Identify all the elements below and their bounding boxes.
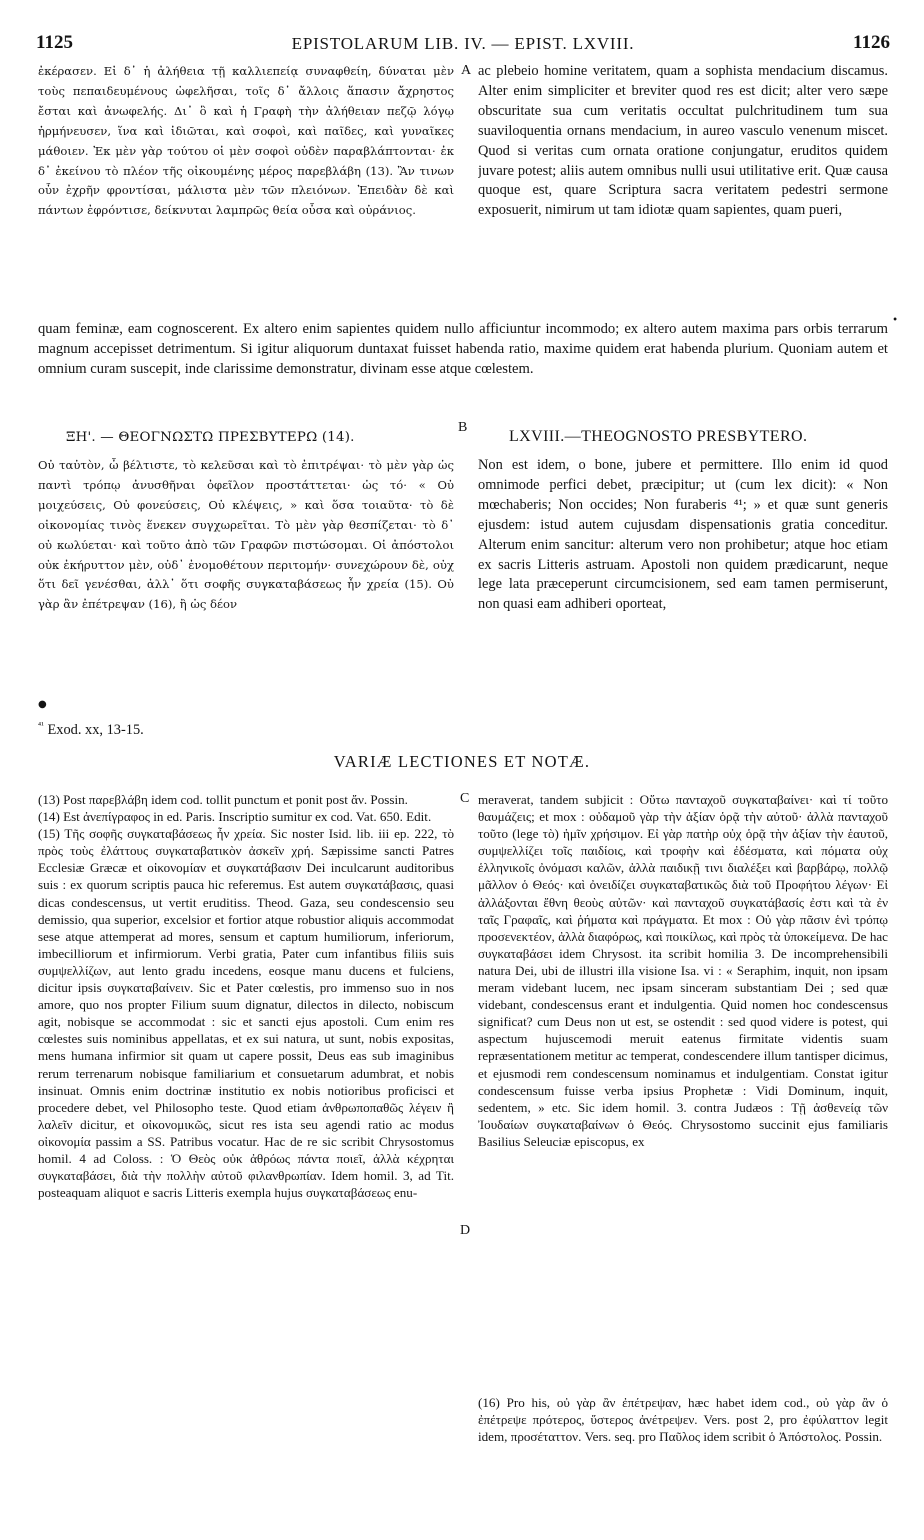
notes-right-note-16 (478, 1394, 888, 1494)
note-13: (13) Post παρεβλάβη idem cod. tollit punctum et ponit post ἄν. Possin. (38, 792, 408, 807)
scripture-footnote (38, 720, 144, 739)
page-number-right: 1126 (853, 32, 890, 53)
latin-letter-text: Non est idem, o bone, jubere et permittere. Illo enim id quod omnimode perfici debet, præcipitur; ut (cum lex dicit): « Non mœchaberis; Non occides; Non furaberis ⁴¹; » et quæ sunt generis ejusdem: istud autem cujusdam dispensationis gratia conceditur. Alterum enim sancitur: alterum vero non prohibetur; atque hoc etiam ex sacris Litteris astruam. Apostoli non quidem prædicarunt, neque lege lata præceperunt circumcisionem, sed eam tamen permiserunt, non quasi eam adhiberi oporteat, (478, 457, 888, 613)
latin-letter-heading: LXVIII.—THEOGNOSTO PRESBYTERO. (509, 428, 808, 445)
running-title: EPISTOLARUM LIB. IV. — EPIST. LXVIII. (291, 34, 635, 53)
column-marker-d: D (460, 1223, 471, 1238)
page-number-left: 1125 (36, 32, 73, 53)
corner-mark: • (892, 315, 898, 326)
notes-left-column (38, 791, 454, 1491)
notes-right-column (478, 791, 888, 1391)
full-width-paragraph: quam feminæ, eam cognoscerent. Ex altero enim sapientes quidem nullo afficiuntur incommodo; ex altero autem maxima pars orbis terrarum magnum accepisset detrimentum. Si igitur aliquorum duntaxat fuisset habenda ratio, maxime quidem erat habenda plurium. Quoniam autem et omnium curam suscepit, inde clarissime demonstratur, divinam esse atque cœlestem. (38, 321, 888, 377)
footnote-text: Exod. xx, 13-15. (47, 721, 144, 738)
greek-intro-paragraph: ἐκέρασεν. Εἰ δ᾽ ἡ ἀλήθεια τῇ καλλιεπείᾳ συναφθείη, δύναται μὲν τοὺς πεπαιδευμένους ὠφελῆσαι, τοῖς δ᾽ ἄλλοις ἅπασιν ἄχρηστος ἔσται καὶ ἀνωφελής. Δι᾽ ὃ καὶ ἡ Γραφὴ τὴν ἀλήθειαν πεζῷ λόγῳ ἡρμήνευσεν, ἵνα καὶ ἰδιῶται, καὶ σοφοὶ, καὶ παῖδες, καὶ γυναῖκες μάθοιεν. Ἐκ μὲν γὰρ τούτου οἱ μὲν σοφοὶ οὐδὲν παραβλάπτονται· ἐκ δ᾽ ἐκείνου τὸ πλέον τῆς οἰκουμένης μέρος παρεβλάβη (13). Ἂν τινων οὖν ἐχρῆν φροντίσαι, μάλιστα μὲν τῶν πλειόνων. Ἐπειδὰν δὲ καὶ πάντων ἐφρόντισε, δείκνυται λαμπρῶς θεία οὖσα καὶ οὐράνιος. (38, 64, 454, 218)
column-marker-a: A (461, 63, 472, 78)
note-15-continued: meraverat, tandem subjicit : Οὕτω πανταχοῦ συγκαταβαίνει· καὶ τί τοῦτο θαυμάζεις; et mox : οὐδαμοῦ γὰρ τὴν ἀξίαν ὁρᾷ τὴν αὐτοῦ· ἀλλὰ πανταχοῦ τοῦτο (lege τὸ) ἡμῖν χρήσιμον. Εἰ γὰρ πατὴρ οὐχ ὁρᾷ τὴν ἀξίαν τὴν ἑαυτοῦ, συμψελλίζει τοῖς παιδίοις, καὶ τροφὴν καὶ ἐδέσματα, καὶ πόματα οὐχ ἑλληνικοῖς ὀνόμασι καλῶν, ἀλλὰ παιδικῇ τινι διαλέξει καὶ βαρβάρῳ, πολλῷ μᾶλλον ὁ Θεός· καὶ ὀνειδίζει συγκαταβατικῶς διὰ τοῦ Προφήτου λέγων· Εἰ ἀλλάξονται ἔθνη θεοὺς αὐτῶν· καὶ πανταχοῦ συγκατάβασίς ἐστι καὶ τὰ ἐν ταῖς Γραφαῖς, καὶ ῥήματα καὶ πράγματα. Et mox : Οὐ γὰρ πᾶσιν ἑνὶ τρόπῳ προσενεκτέον, ἀλλὰ διαφόρως, καὶ ποικίλως, καὶ πρὸς τὰ ὑποκείμενα. De hac συγκαταβάσει idem Chrysost. ita scribit homilia 3. De incomprehensibili natura Dei, ubi de illustri illa visione Isa. vi : « Seraphim, inquit, non ipsam meram videbant lucem, nec ipsam sinceram substantiam Dei ; sed quæ videbant, condescensus erant et indulgentia. Quid nomen hoc condescensus significat? cum Deus non ut est, se ostendit : sed quod videre is potest, qui aspectum hujuscemodi meruit eatenus firmitate videntis suam repræsentationem metitur ac temperat, condescendere illum tantisper dicimus, et ejusmodi rem condescensum nominamus et indulgentiam. Constat igitur condescensum fuisse verba ipsius Prophetæ : Vidi Dominum, inquit, sedentem, » etc. Sic idem homil. 3. contra Judæos : Τῇ ἀσθενείᾳ τῶν Ἰουδαίων συγκαταβαίνων ὁ Θεός. Chrysostomo succinit ejus familiaris Basilius Seleuciæ episcopus, ex (478, 792, 888, 1149)
note-14: (14) Est ἀνεπίγραφος in ed. Paris. Inscriptio sumitur ex cod. Vat. 650. Edit. (38, 809, 432, 825)
greek-letter-heading: ΞΗ'. — ΘΕΟΓΝΩΣΤΩ ΠΡΕΣΒΥΤΕΡΩ (14). (66, 430, 355, 445)
column-marker-c: C (460, 791, 470, 806)
column-marker-b: B (458, 420, 468, 435)
note-16: (16) Pro his, οὐ γὰρ ἂν ἐπέτρεψαν, hæc habet idem cod., οὐ γὰρ ἂν ὁ ἐπέτρεψε πρότερος, ὕστερος ἀνέτρεψεν. Vers. post 2, pro ἐφύλαττον legit idem, προσέταττον. Vers. seq. pro Παῦλος idem scribit ὁ Ἀπόστολος. Possin. (478, 1395, 888, 1445)
latin-intro-paragraph: ac plebeio homine veritatem, quam a sophista mendacium discamus. Alter enim simpliciter et breviter quod res est dicit; alter vero sæpe obscuritate sua cum veritatis occultat pulchritudinem tum sua suaviloquentia ornans mendacium, in aureo vasculo venenum miscet. Quod si veritas cum ornata oratione conjungatur, eruditos quidem juvare potest; aliis autem omnibus nulli usui utilitative erit. Quæ causa quoque est, quare Scriptura sacra veritatem pedestri sermone exposuerit, nimirum ut tam idiotæ quam sapientes, quam pueri, (478, 63, 888, 219)
bullet-mark: ● (38, 699, 47, 710)
page-header (36, 32, 890, 56)
footnote-number: ⁴¹ (38, 720, 44, 730)
greek-letter-text: Οὐ ταὐτὸν, ὦ βέλτιστε, τὸ κελεῦσαι καὶ τὸ ἐπιτρέψαι· τὸ μὲν γὰρ ὡς παντὶ τρόπῳ ἀνυσθῆναι ὀφεῖλον προστάττεται· ὡς τό· « Οὐ μοιχεύσεις, Οὐ φονεύσεις, Οὐ κλέψεις, » καὶ ὅσα τοιαῦτα· τὸ δὲ οἰκονομίας τινὸς ἕνεκεν συγχωρεῖται. Τὸ μὲν γὰρ θεσπίζεται· τὸ δ᾽ οὐ κωλύεται· καὶ τοῦτο ἀπὸ τῶν Γραφῶν πιστώσομαι. Οἱ ἀπόστολοι οὐκ ἐκήρυττον μὲν, οὐδ᾽ ἐνομοθέτουν περιτομήν· συνεχώρουν δὲ, οὐχ ὅτι δεῖ γενέσθαι, ἀλλ᾽ ὅτι σοφῆς συγκαταβάσεως ἦν χρεία (15). Οὐ γὰρ ἂν ἐπέτρεψαν (16), ἢ ὡς δέον (38, 458, 454, 612)
note-15: (15) Τῆς σοφῆς συγκαταβάσεως ἦν χρεία. Sic noster Isid. lib. iii ep. 222, τὸ πρὸς τοὺς ἐλάττους συγκαταβατικὸν ἀσκεῖν χρή. Sæpissime sancti Patres Ecclesiæ Græcæ et οἰκονομίαν et συγκατάβασιν Dei inculcarunt auditoribus suis : ex quorum scriptis pauca hic referemus. Est autem συγκατάβασις, quasi dicas condescensus, ut vertit eruditiss. Theod. Gaza, seu condescensio seu demissio, qua superior, excelsior et fortior atque robustior aliquis accommodat sese atque attemperat ad mores, sensum et captum humiliorum, inferiorum, imbecilliorum et infirmiorum. Verbi gratia, Pater cum infantibus filiis suis συμψελλίζων, aut lento gradu incedens, eosque manu ducens et fulciens, dicitur ipsis συγκαταβαίνειν. Sic et Pater cœlestis, pro immenso suo in nos amore, quo nos propter Filium suum dignatur, dilectos in dilecto, nobiscum agit, nobisque se accommodat : sic et sancti ejus apostoli. Cum enim res cœlestes suis nominibus appellatas, et ex sui natura, ut sunt, nobis expositas, mens humana infirmior sit quam ut capere possit, Deus eas sub imaginibus rerum terrenarum nobisque familiarium et consuetarum adumbrat, et nobis insinuat. Omnis enim doctrinæ institutio ex nobis notioribus proficisci et procedere debet, vel Philosopho teste. Quod etiam ἀνθρωποπαθῶς λέγειν ἢ λαλεῖν dicitur, et οἰκονομικῶς, sicut res ista seu agendi ratio ac modus οἰκονομία passim a SS. Patribus vocatur. Hac de re sic scribit Chrysostomus homil. 4 ad Coloss. : Ὁ Θεὸς οὐκ ἀθρόως πάντα ποιεῖ, ἀλλὰ κέχρηται συγκαταβάσει, διὰ τὴν πολλὴν αὐτοῦ φιλανθρωπίαν. Idem homil. 3, ad Tit. posteaquam aliquot e sacris Litteris exempla hujus συγκαταβάσεως enu- (38, 826, 454, 1201)
variae-lectiones-heading: VARIÆ LECTIONES ET NOTÆ. (333, 752, 591, 771)
